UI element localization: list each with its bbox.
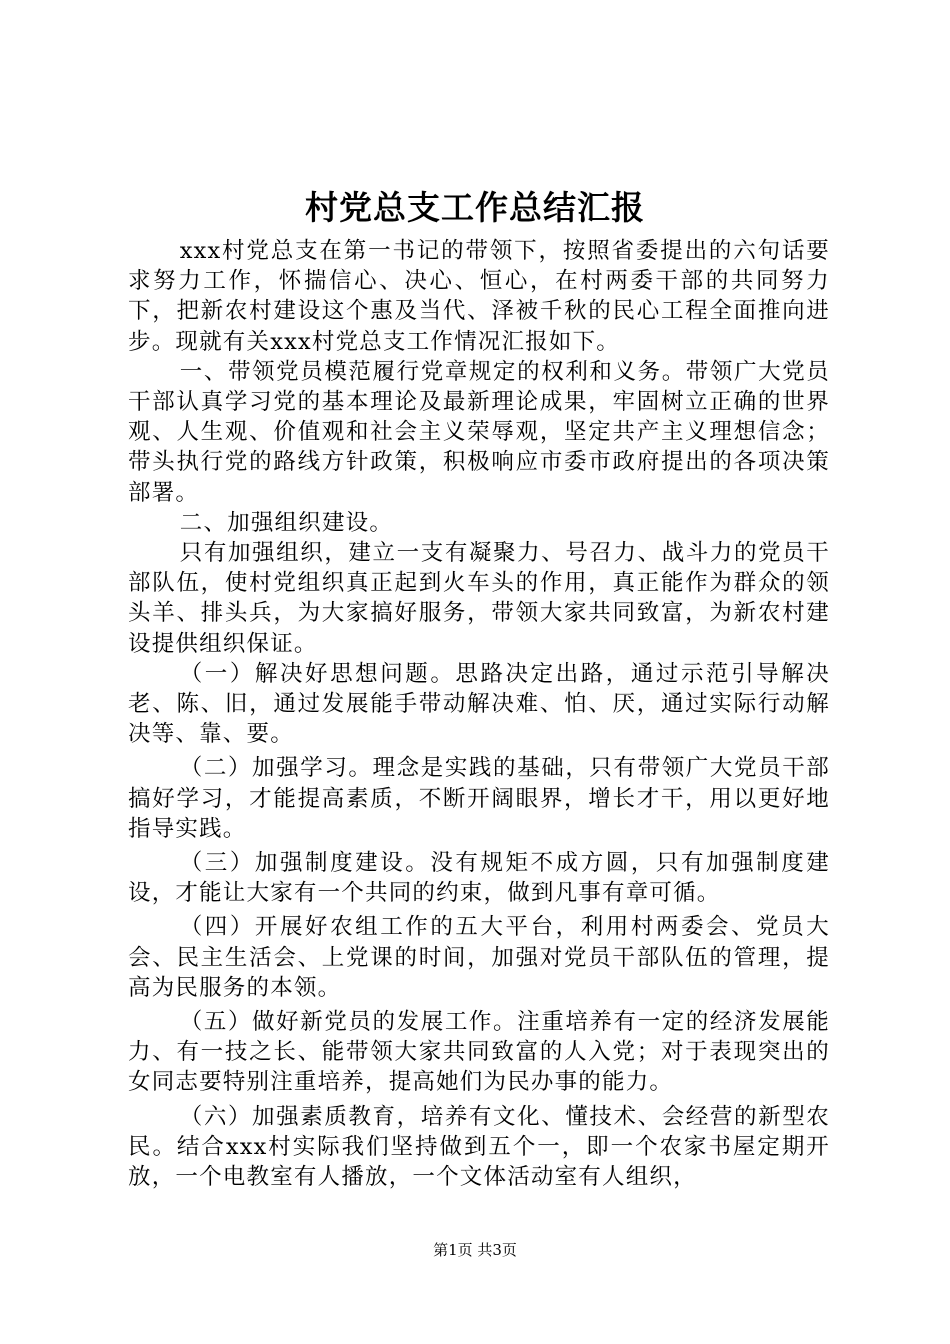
paragraph-item-6: （六）加强素质教育，培养有文化、懂技术、会经营的新型农民。结合xxx村实际我们坚持做到五个一，即一个农家书屋定期开放，一个电教室有人播放，一个文体活动室有人组织， (128, 1103, 830, 1191)
paragraph-section-2-body: 只有加强组织，建立一支有凝聚力、号召力、战斗力的党员干部队伍，使村党组织真正起到火车头的作用，真正能作为群众的领头羊、排头兵，为大家搞好服务，带领大家共同致富，为新农村建设提供组织保证。 (128, 540, 830, 657)
paragraph-item-3: （三）加强制度建设。没有规矩不成方圆，只有加强制度建设，才能让大家有一个共同的约束，做到凡事有章可循。 (128, 850, 830, 907)
paragraph-item-4: （四）开展好农组工作的五大平台，利用村两委会、党员大会、民主生活会、上党课的时间，加强对党员干部队伍的管理，提高为民服务的本领。 (128, 914, 830, 1001)
paragraph-intro: xxx村党总支在第一书记的带领下，按照省委提出的六句话要求努力工作，怀揣信心、决心、恒心，在村两委干部的共同努力下，把新农村建设这个惠及当代、泽被千秋的民心工程全面推向进步。现就有关xxx村党总支工作情况汇报如下。 (128, 238, 830, 355)
paragraph-section-2-heading: 二、加强组织建设。 (179, 509, 394, 536)
paragraph-item-1: （一）解决好思想问题。思路决定出路，通过示范引导解决老、陈、旧，通过发展能手带动解决难、怕、厌，通过实际行动解决等、靠、要。 (128, 660, 830, 748)
paragraph-item-5: （五）做好新党员的发展工作。注重培养有一定的经济发展能力、有一技之长、能带领大家共同致富的人入党；对于表现突出的女同志要特别注重培养，提高她们为民办事的能力。 (128, 1009, 830, 1096)
paragraph-item-2: （二）加强学习。理念是实践的基础，只有带领广大党员干部搞好学习，才能提高素质，不断开阔眼界，增长才干，用以更好地指导实践。 (128, 755, 830, 842)
paragraph-section-1: 一、带领党员模范履行党章规定的权利和义务。带领广大党员干部认真学习党的基本理论及最新理论成果，牢固树立正确的世界观、人生观、价值观和社会主义荣辱观，坚定共产主义理想信念；带头执行党的路线方针政策，积极响应市委市政府提出的各项决策部署。 (128, 358, 830, 506)
page-footer: 第1页 共3页 (433, 1241, 517, 1259)
document-title: 村党总支工作总结汇报 (305, 188, 645, 227)
document-body (128, 236, 830, 1192)
